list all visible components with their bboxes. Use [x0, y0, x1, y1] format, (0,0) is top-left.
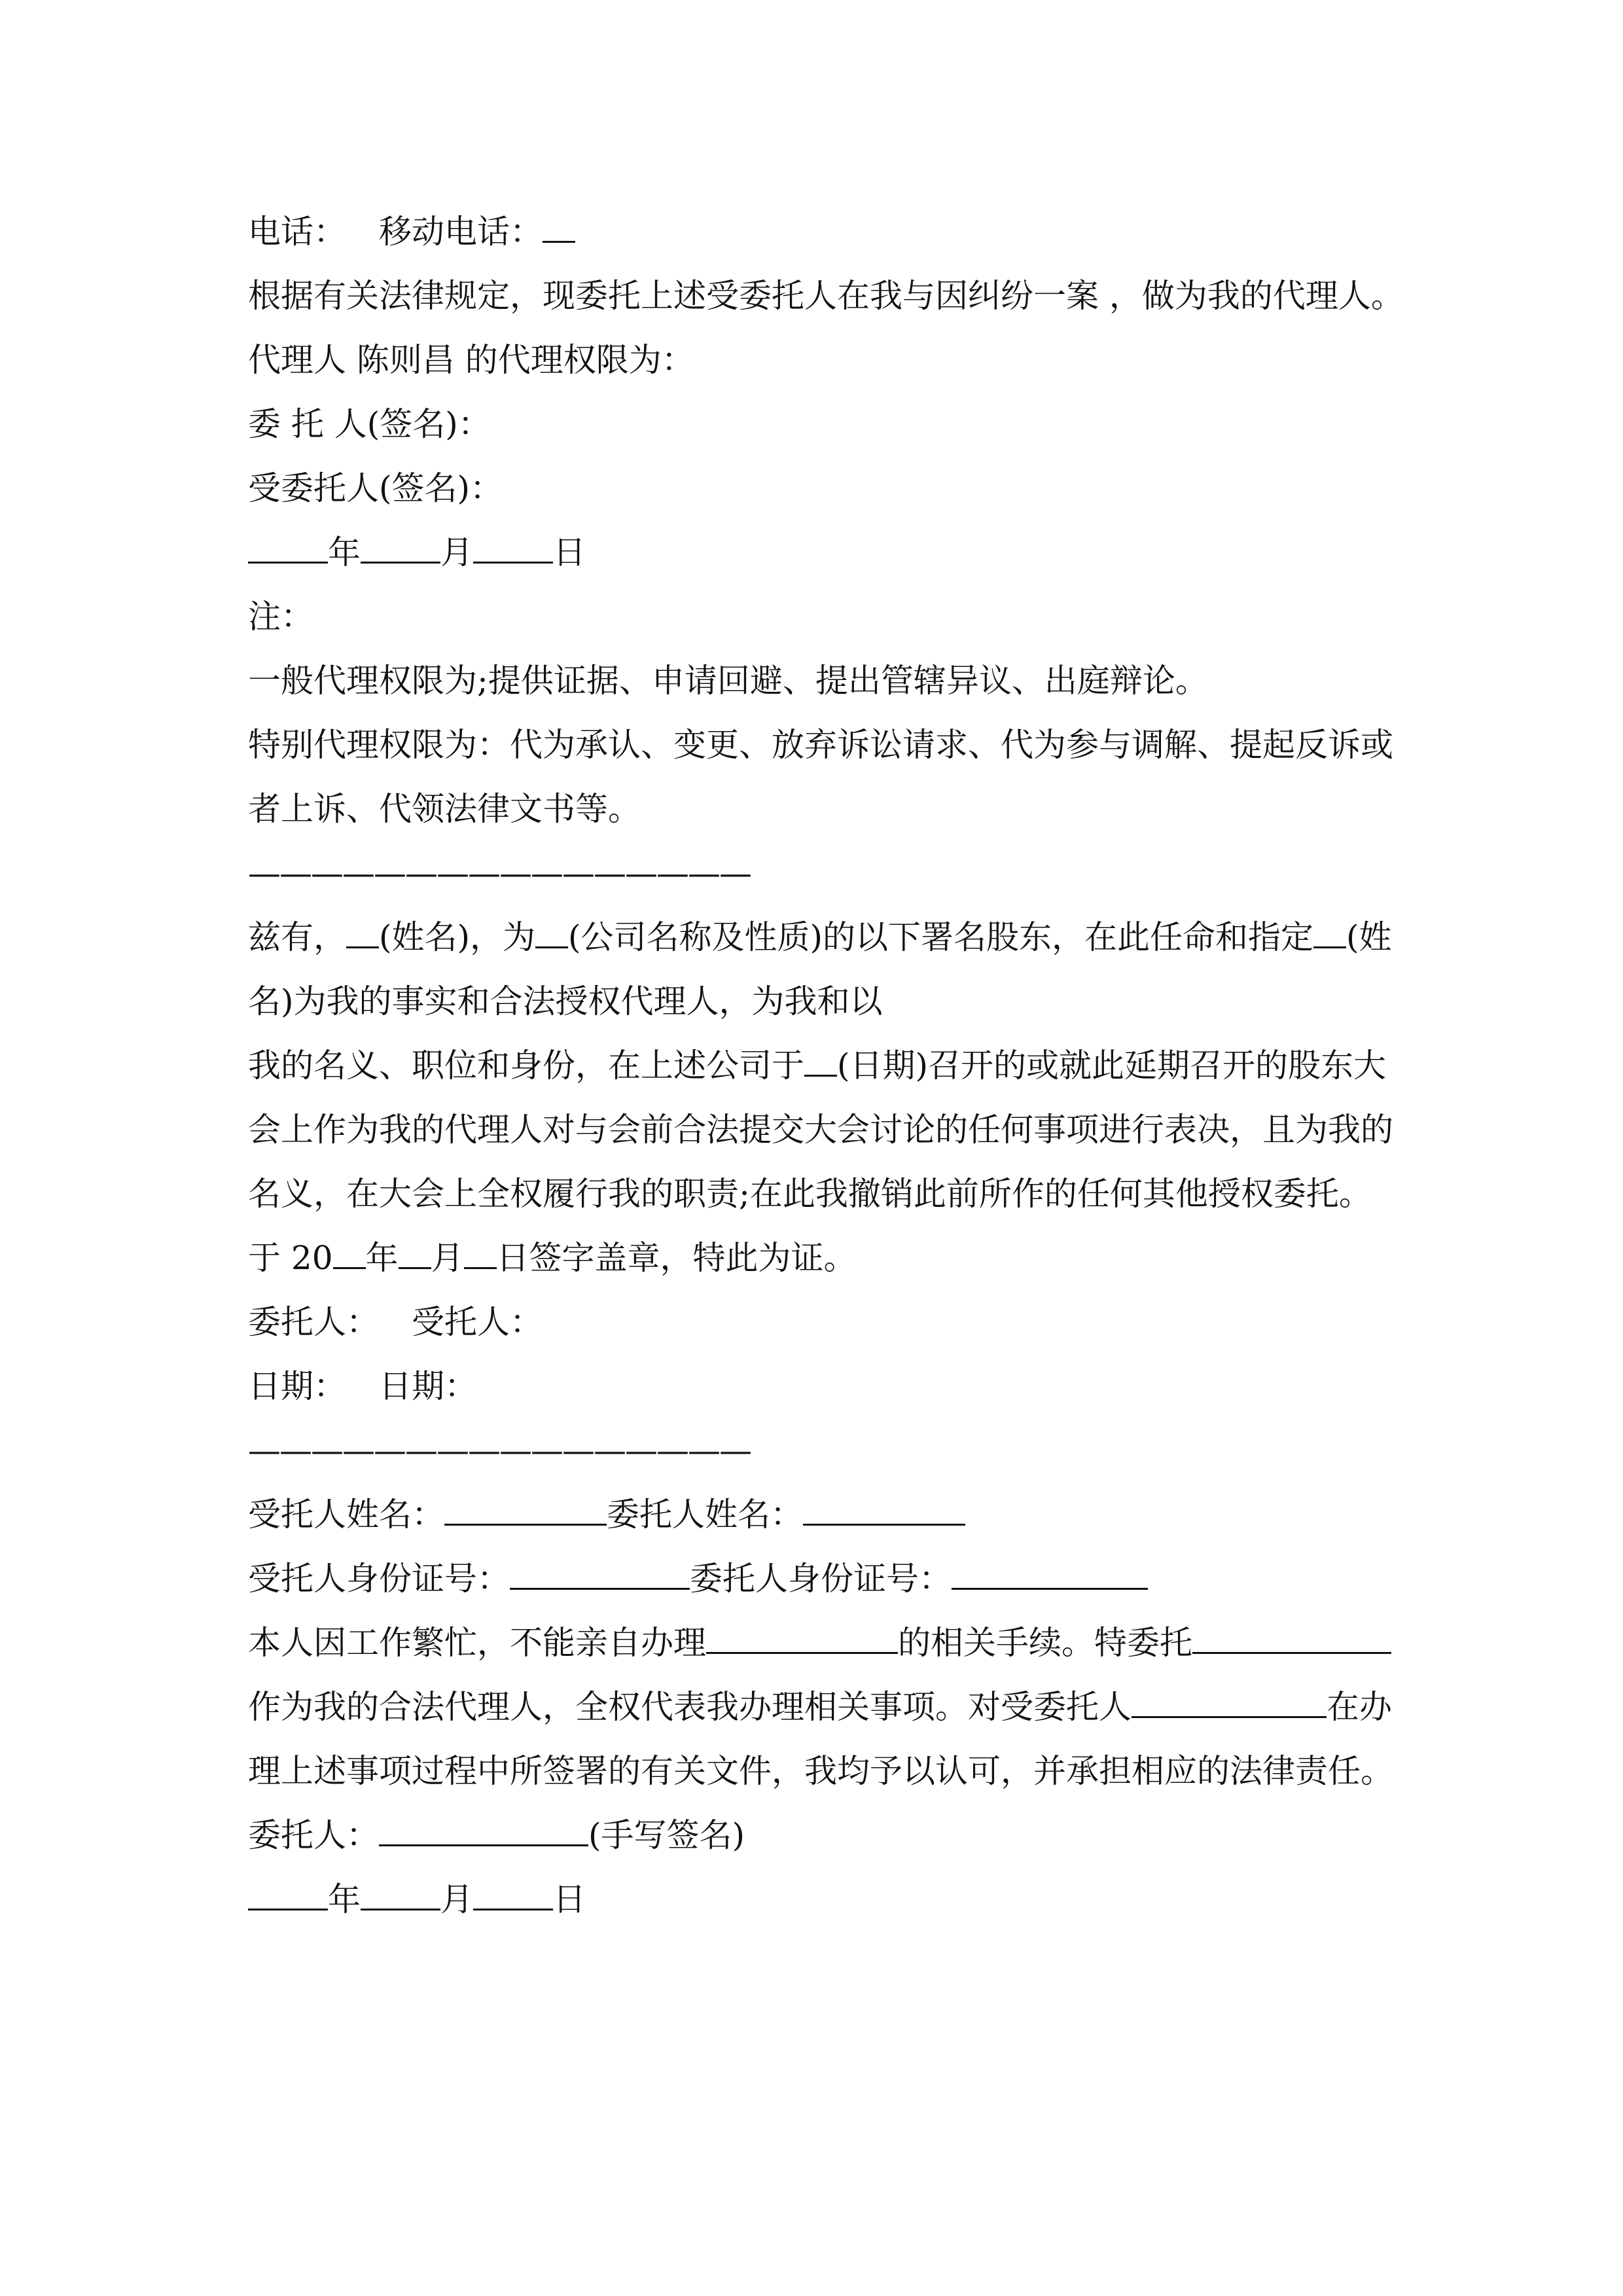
- principal-label: 委托人：: [248, 1816, 379, 1854]
- blank: [464, 1241, 497, 1269]
- date-label: 日期：: [248, 1367, 346, 1405]
- text: (日期)召开的或就此延期召开的股东大: [837, 1047, 1387, 1085]
- day-label: 日: [553, 1880, 586, 1918]
- paragraph: 会上作为我的代理人对与会前合法提交大会讨论的任何事项进行表决，且为我的: [248, 1111, 1393, 1149]
- year-label: 年: [328, 1880, 361, 1918]
- text: 在办: [1327, 1688, 1392, 1726]
- year-label: 年: [328, 533, 361, 571]
- paragraph: 名义，在大会上全权履行我的职责;在此我撤销此前所作的任何其他授权委托。: [248, 1175, 1372, 1213]
- month-label: 月: [440, 533, 473, 571]
- text: 月: [431, 1239, 464, 1277]
- signature-blank: [379, 1818, 588, 1846]
- signature-line: [248, 1290, 1400, 1354]
- agent-id-blank: [510, 1562, 690, 1590]
- paragraph: 特别代理权限为：代为承认、变更、放弃诉讼请求、代为参与调解、提起反诉或: [248, 726, 1393, 764]
- blank: [1192, 1626, 1391, 1654]
- paragraph: [248, 905, 1400, 969]
- blank: [333, 1241, 366, 1269]
- blank: [346, 920, 379, 948]
- handwritten-note: (手写签名): [588, 1816, 745, 1854]
- paragraph: 理上述事项过程中所签署的有关文件，我均予以认可，并承担相应的法律责任。: [248, 1752, 1393, 1790]
- blank: [248, 535, 328, 564]
- blank: [473, 1882, 553, 1910]
- signature-line: [248, 1803, 1400, 1867]
- text: 年: [365, 1239, 399, 1277]
- text: 作为我的合法代理人，全权代表我办理相关事项。对受委托人: [248, 1688, 1132, 1726]
- paragraph: [248, 1675, 1400, 1739]
- principal-id-blank: [952, 1562, 1148, 1590]
- date-label: 日期：: [379, 1367, 477, 1405]
- text: 本人因工作繁忙，不能亲自办理: [248, 1624, 706, 1662]
- text: 兹有，: [248, 918, 346, 956]
- agent-id-label: 受托人身份证号：: [248, 1560, 510, 1598]
- paragraph: 代理人 陈则昌 的代理权限为：: [248, 341, 694, 379]
- agent-name-blank: [444, 1498, 607, 1526]
- text: (公司名称及性质)的以下署名股东，在此任命和指定: [568, 918, 1314, 956]
- paragraph: 根据有关法律规定，现委托上述受委托人在我与因纠纷一案 ，做为我的代理人。: [248, 277, 1404, 315]
- principal-label: 委托人：: [248, 1303, 379, 1341]
- paragraph: 者上诉、代领法律文书等。: [248, 790, 641, 828]
- paragraph: 一般代理权限为;提供证据、申请回避、提出管辖异议、出庭辩论。: [248, 662, 1208, 700]
- mobile-label: 移动电话：: [379, 213, 543, 251]
- paragraph: [248, 1611, 1400, 1675]
- paragraph: 名)为我的事实和合法授权代理人，为我和以: [248, 982, 883, 1020]
- agent-signature: 受委托人(签名)：: [248, 469, 503, 507]
- blank: [1132, 1690, 1327, 1718]
- blank: [1313, 920, 1346, 948]
- mobile-blank: [543, 215, 575, 243]
- principal-name-blank: [803, 1498, 965, 1526]
- date-line: [248, 1867, 1400, 1931]
- day-label: 日: [553, 533, 586, 571]
- blank: [399, 1241, 431, 1269]
- document-body: [248, 200, 1404, 1931]
- text: 的相关手续。特委托: [898, 1624, 1192, 1662]
- blank: [361, 535, 440, 564]
- text: 于 20: [248, 1239, 333, 1277]
- phone-line: [248, 200, 1400, 264]
- blank: [706, 1626, 898, 1654]
- paragraph: [248, 1226, 1400, 1290]
- text: 日签字盖章，特此为证。: [496, 1239, 857, 1277]
- blank: [473, 535, 553, 564]
- note-heading: 注：: [248, 598, 313, 636]
- principal-signature: 委 托 人(签名)：: [248, 405, 491, 443]
- id-line: [248, 1547, 1400, 1611]
- paragraph: [248, 1033, 1400, 1098]
- date-line: [248, 520, 1400, 584]
- date-line: [248, 1354, 1400, 1418]
- month-label: 月: [440, 1880, 473, 1918]
- phone-label: 电话：: [248, 213, 346, 251]
- blank: [361, 1882, 440, 1910]
- text: 我的名义、职位和身份，在上述公司于: [248, 1047, 804, 1085]
- divider: ————————————————: [248, 854, 751, 892]
- blank: [535, 920, 568, 948]
- agent-name-label: 受托人姓名：: [248, 1496, 444, 1534]
- principal-name-label: 委托人姓名：: [607, 1496, 803, 1534]
- text: (姓: [1346, 918, 1392, 956]
- blank: [804, 1049, 837, 1077]
- divider: ————————————————: [248, 1431, 751, 1469]
- text: (姓名)，为: [379, 918, 536, 956]
- principal-id-label: 委托人身份证号：: [690, 1560, 952, 1598]
- blank: [248, 1882, 328, 1910]
- agent-label: 受托人：: [412, 1303, 543, 1341]
- name-line: [248, 1482, 1400, 1547]
